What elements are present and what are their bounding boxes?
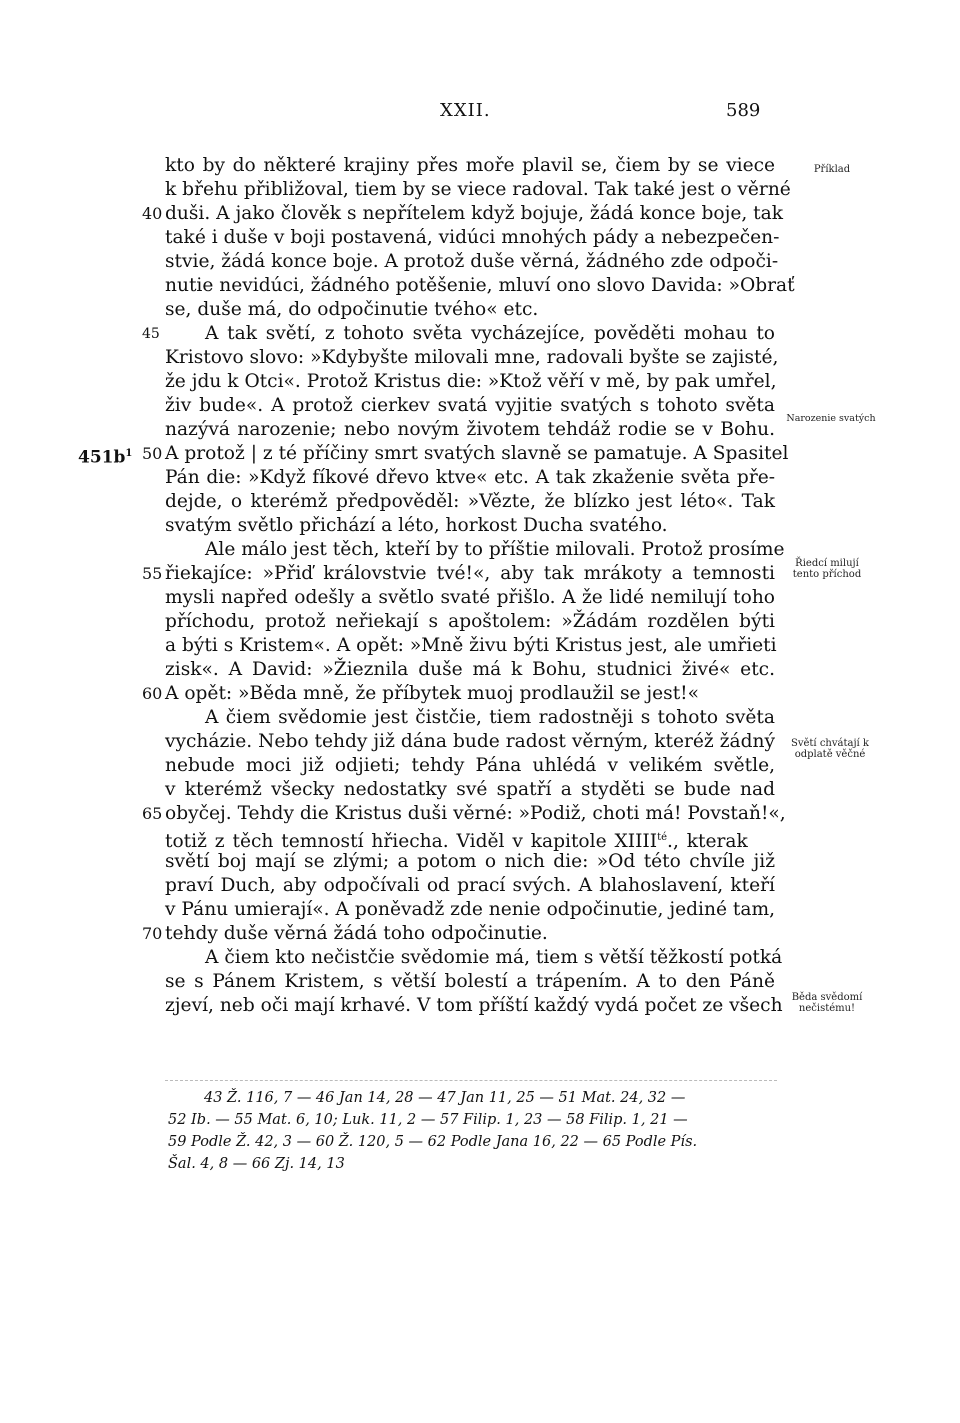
line-number: 50	[142, 444, 163, 463]
text-line: A tak světí, z tohoto světa vycházejíce, pověděti mohau to	[205, 323, 775, 344]
folio-label: 451b	[78, 447, 126, 468]
text-line-main: totiž z těch temností hřiecha. Viděl v kapitole XIIII	[165, 831, 658, 853]
text-line: zisk«. A David: »Žieznila duše má k Bohu, studnici živé« etc.	[165, 659, 775, 680]
line-number: 40	[142, 204, 163, 223]
text-line: mysli napřed odešly a světlo svaté přišlo. A že lidé nemilují toho	[165, 587, 775, 608]
running-header	[0, 100, 960, 130]
text-line: tehdy duše věrná žádá toho odpočinutie.	[165, 923, 548, 944]
text-line: obyčej. Tehdy die Kristus duši věrné: »Podiž, choti má! Povstaň!«,	[165, 803, 786, 824]
footnote-divider	[165, 1080, 777, 1081]
margin-note: Běda svědomí nečistému!	[791, 992, 863, 1014]
text-line: kto by do některé krajiny přes moře plavil se, čiem by se viece	[165, 155, 775, 176]
chapter-number: XXII.	[440, 100, 491, 121]
text-line: v Pánu umierají«. A poněvadž zde nenie odpočinutie, jediné tam,	[165, 899, 775, 920]
margin-note: Příklad	[813, 164, 851, 175]
text-line: živ bude«. A protož cierkev svatá vyjitie svatých s tohoto světa	[165, 395, 775, 416]
line-number: 60	[142, 684, 163, 703]
folio-marker	[78, 442, 132, 470]
text-line: a býti s Kristem«. A opět: »Mně živu býti Kristus jest, ale umřieti	[165, 635, 777, 656]
footnote-line: Šal. 4, 8 — 66 Zj. 14, 13	[168, 1156, 345, 1172]
text-line: A protož | z té příčiny smrt svatých slavně se pamatuje. A Spasitel	[165, 443, 789, 464]
text-line: Ale málo jest těch, kteří by to příštie milovali. Protož prosíme	[205, 539, 785, 560]
text-line: také i duše v boji postavená, vidúci mnohých pády a nebezpečen-	[165, 227, 780, 248]
text-line: nebude moci již odjieti; tehdy Pána uhlédá v velikém světle,	[165, 755, 775, 776]
text-line: světí boj mají se zlými; a potom o nich die: »Od této chvíle již	[165, 851, 775, 872]
text-line: A čiem kto nečistčie svědomie má, tiem s větší těžkostí potká	[205, 947, 783, 968]
text-line: stvie, žádá konce boje. A protož duše věrná, žádného zde odpoči-	[165, 251, 779, 272]
text-line: se s Pánem Kristem, s větší bolestí a trápením. A to den Páně	[165, 971, 775, 992]
text-line: v kterémž všecky nedostatky své spatří a styděti se bude nad	[165, 779, 775, 800]
text-line: zjeví, neb oči mají krhavé. V tom příští každý vydá počet ze všech	[165, 995, 783, 1016]
text-line: A čiem svědomie jest čistčie, tiem radostněji s tohoto světa	[205, 707, 775, 728]
margin-note: Řiedcí milují tento příchod	[792, 558, 862, 580]
text-line: Pán die: »Když fíkové dřevo ktve« etc. A tak zkaženie světa pře-	[165, 467, 775, 488]
footnote-line: 59 Podle Ž. 42, 3 — 60 Ž. 120, 5 — 62 Podle Jana 16, 22 — 65 Podle Pís.	[168, 1134, 698, 1150]
text-line: nutie nevidúci, žádného potěšenie, mluví ono slovo Davida: »Obrať	[165, 275, 795, 296]
text-line: duši. A jako člověk s nepřítelem když bojuje, žádá konce boje, tak	[165, 203, 783, 224]
folio-sup: 1	[125, 448, 133, 459]
text-line: dejde, o kterémž předpověděl: »Vězte, že blízko jest léto«. Tak	[165, 491, 775, 512]
footnote-line: 43 Ž. 116, 7 — 46 Jan 14, 28 — 47 Jan 11, 25 — 51 Mat. 24, 32 —	[204, 1090, 686, 1106]
text-line: že jdu k Otci«. Protož Kristus die: »Ktož věří v mě, by pak umřel,	[165, 371, 777, 392]
text-line: praví Duch, aby odpočívali od prací svých. A blahoslavení, kteří	[165, 875, 775, 896]
page-number: 589	[726, 100, 761, 121]
text-line: řiekajíce: »Přiď královstvie tvé!«, aby tak mrákoty a temnosti	[165, 563, 775, 584]
line-number: 70	[142, 924, 163, 943]
line-number: 45	[142, 326, 160, 342]
text-line: Kristovo slovo: »Kdybyšte milovali mne, radovali byšte se zajisté,	[165, 347, 779, 368]
footnote-line: 52 Ib. — 55 Mat. 6, 10; Luk. 11, 2 — 57 Filip. 1, 23 — 58 Filip. 1, 21 —	[168, 1112, 688, 1128]
text-line: A opět: »Běda mně, že příbytek muoj prodlaužil se jest!«	[165, 683, 700, 704]
text-line: k břehu přibližoval, tiem by se viece radoval. Tak také jest o věrné	[165, 179, 791, 200]
margin-note: Narozenie svatých	[786, 413, 876, 424]
text-line: nazývá narozenie; nebo novým životem tehdáž rodie se v Bohu.	[165, 419, 775, 440]
text-line: příchodu, protož neřiekají s apoštolem: »Žádám rozdělen býti	[165, 611, 775, 632]
text-line: vycházie. Nebo tehdy již dána bude radost věrným, kteréž žádný	[165, 731, 775, 752]
text-line: svatým světlo přichází a léto, horkost Ducha svatého.	[165, 515, 668, 536]
text-line-tail: ., kterak	[667, 831, 748, 853]
margin-note: Světí chvátají k odplatě věčné	[791, 738, 869, 760]
superscript: té	[657, 832, 668, 843]
line-number: 55	[142, 564, 163, 583]
line-number: 65	[142, 804, 163, 823]
text-line: se, duše má, do odpočinutie tvého« etc.	[165, 299, 539, 320]
